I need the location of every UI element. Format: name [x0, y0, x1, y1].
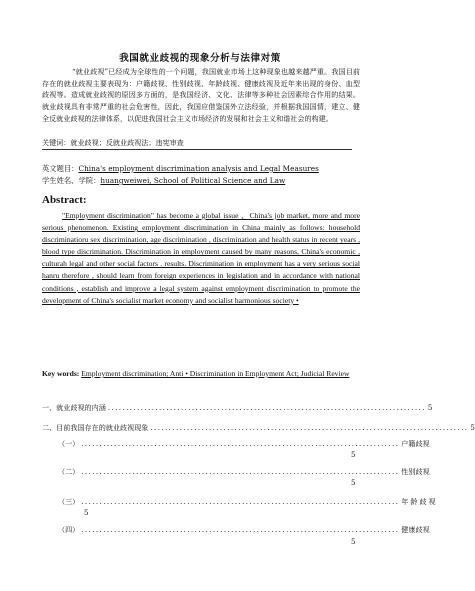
- english-title-label: 英文题目：: [42, 164, 79, 173]
- toc-leader: .......................................................................................: [107, 403, 426, 412]
- toc-entry[interactable]: [42, 423, 475, 433]
- toc-entry[interactable]: [58, 525, 430, 535]
- toc-leader: .......................................................................................: [81, 497, 400, 506]
- toc-entry[interactable]: [58, 439, 430, 449]
- toc-leader: .......................................................................................: [81, 467, 400, 476]
- toc-entry-label: （一）: [58, 439, 80, 448]
- toc-entry-title: 性别歧视: [401, 467, 430, 476]
- toc-entry-title: 户籍歧视: [401, 439, 430, 448]
- english-keywords-value: Employment discrimination; Anti • Discrimination in Employment Act; Judicial Review: [81, 369, 350, 378]
- toc-entry-page: 5: [351, 537, 356, 546]
- toc-entry-label: （三）: [58, 497, 80, 506]
- toc-entry[interactable]: [58, 467, 430, 477]
- english-title-value: China's employment discrimination analysis and Legal Measures: [78, 164, 319, 173]
- chinese-abstract-body: 我国就业市场上这种现象也越来越严重。我国目前存在的就业歧视主要表现为：户籍歧视、性别歧视、年龄歧视、健康歧视及近年来出现的身份、血型歧视等。造成就业歧视的原因多方面的，是我国经济、文化、法律等多种社会因素综合作用的结果。就业歧视具有非常严重的社会危害性，因此，我国应借鉴国外立法经验，并根据我国国情，建立、健全反就业歧视的法律体系，以促进我国社会主义市场经济的发展和社会主义和谐社会的构建。: [42, 67, 360, 123]
- author-value: huangweiwei, School of Political Science and Law: [100, 176, 286, 185]
- chinese-keywords: 关键词：就业歧视；反就业歧视法；违宪审查: [42, 138, 352, 150]
- toc-entry-title: 年龄歧视: [401, 497, 438, 506]
- toc-entry-page: 5: [470, 423, 475, 432]
- toc-entry-page: 5: [351, 478, 356, 487]
- toc-leader: .......................................................................................: [81, 439, 400, 448]
- toc-entry-title: 健康歧视: [401, 525, 430, 534]
- english-abstract-text: "Employment discrimination" has become a global issue 、China's job market, more and more serious phenomenon. Existing employment discrimination in China mainly as follows: household discriminatioru sex discrimination, age discrimination , discrimination and health status in recent years , blood type discrimination. Discrimination in employment caused by many reasons, China's economic , culturah legal and other social factors . results. Discrimination in employment has a very serious social hanru therefore , should learn from foreign experiences in legislation and in accordance with national conditions , establish and improve a legal system against employment discrimination to promote the development of China's socialist market economy and socialist harmonious society •: [42, 211, 360, 305]
- document-title: 我国就业歧视的现象分析与法律对策: [119, 53, 281, 64]
- author-label: 学生姓名、学院：: [42, 176, 101, 185]
- english-title-line: [42, 164, 319, 174]
- toc-leader: .......................................................................................: [81, 525, 400, 534]
- toc-entry[interactable]: [42, 403, 433, 413]
- toc-entry-page: 5: [427, 403, 433, 412]
- chinese-abstract: [42, 66, 360, 125]
- toc-leader: .......................................................................................: [150, 423, 469, 432]
- toc-entry-label: （二）: [58, 467, 80, 476]
- toc-entry-page: 5: [351, 450, 356, 459]
- author-line: [42, 176, 285, 186]
- abstract-heading: Abstract:: [42, 194, 87, 206]
- chinese-abstract-lead: “就业歧视”已经成为全球性的一个问题，: [72, 67, 202, 76]
- toc-entry-label: （四）: [58, 525, 80, 534]
- english-abstract: [42, 210, 360, 307]
- toc-entry-label: 一、就业歧视的内涵: [42, 403, 106, 412]
- toc-entry[interactable]: [58, 497, 438, 507]
- toc-entry-page: 5: [84, 508, 89, 517]
- english-keywords-label: Key words:: [42, 369, 80, 378]
- toc-entry-label: 二、目前我国存在的就业歧视现象: [42, 423, 149, 432]
- english-keywords: [42, 368, 360, 380]
